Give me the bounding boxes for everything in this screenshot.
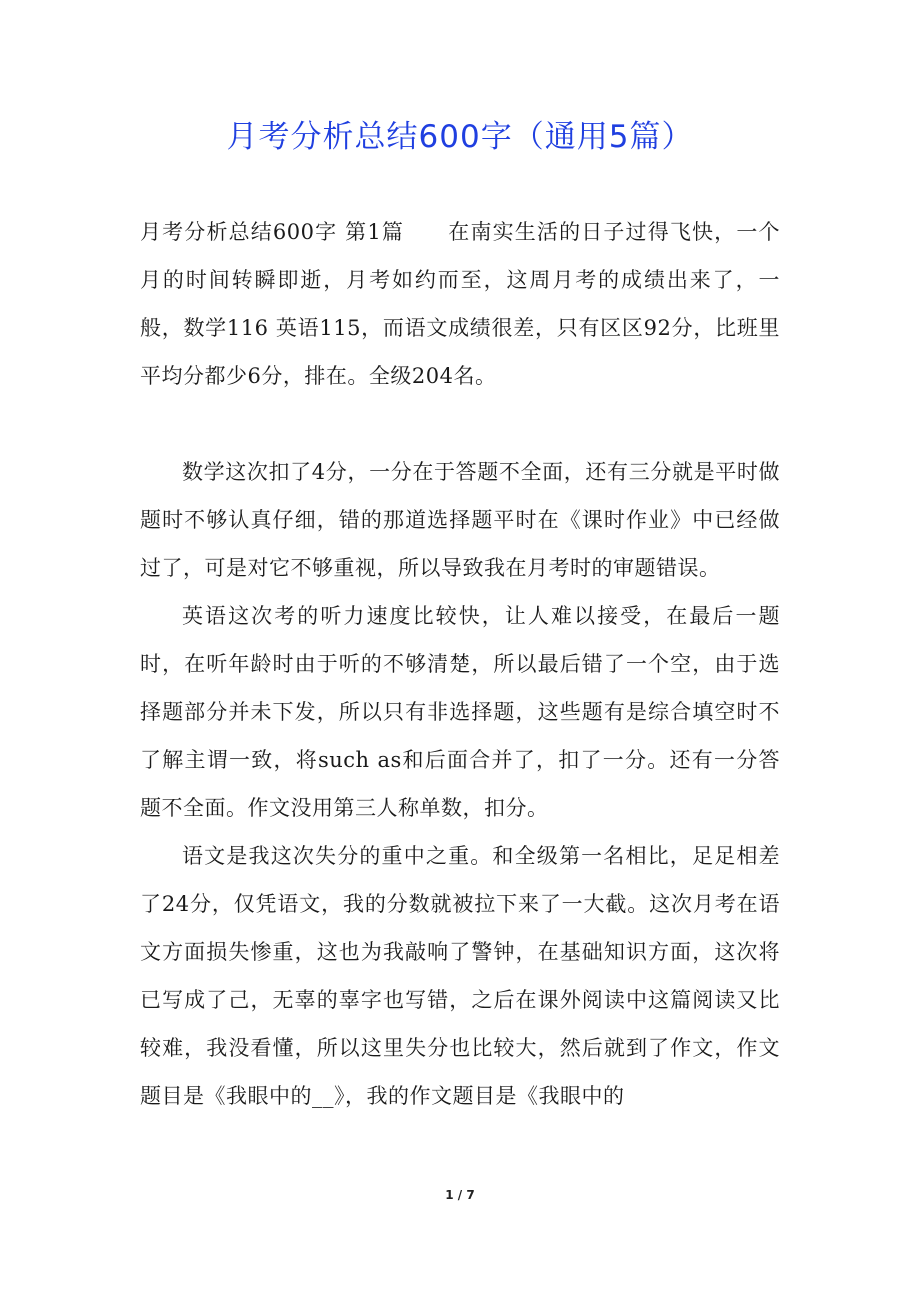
page-number: 1 / 7: [445, 1188, 475, 1202]
paragraph-3: 英语这次考的听力速度比较快，让人难以接受，在最后一题时，在听年龄时由于听的不够清楚，所以最后错了一个空，由于选择题部分并未下发，所以只有非选择题，这些题有是综合填空时不了解主谓一致，将such as和后面合并了，扣了一分。还有一分答题不全面。作文没用第三人称单数，扣分。: [140, 604, 780, 820]
document-title: 月考分析总结600字（通用5篇）: [226, 119, 694, 155]
paragraph-gap: [140, 400, 780, 448]
paragraph-1: 月考分析总结600字 第1篇 在南实生活的日子过得飞快，一个月的时间转瞬即逝，月考如约而至，这周月考的成绩出来了，一般，数学116 英语115，而语文成绩很差，只有区区92分，比班里平均分都少6分，排在。全级204名。: [140, 220, 780, 388]
document-body: [140, 208, 780, 1120]
paragraph-2: 数学这次扣了4分，一分在于答题不全面，还有三分就是平时做题时不够认真仔细，错的那道选择题平时在《课时作业》中已经做过了，可是对它不够重视，所以导致我在月考时的审题错误。: [140, 460, 780, 580]
paragraph-4: 语文是我这次失分的重中之重。和全级第一名相比，足足相差了24分，仅凭语文，我的分数就被拉下来了一大截。这次月考在语文方面损失惨重，这也为我敲响了警钟，在基础知识方面，这次将已写成了己，无辜的辜字也写错，之后在课外阅读中这篇阅读又比较难，我没看懂，所以这里失分也比较大，然后就到了作文，作文题目是《我眼中的__》，我的作文题目是《我眼中的: [140, 844, 780, 1108]
